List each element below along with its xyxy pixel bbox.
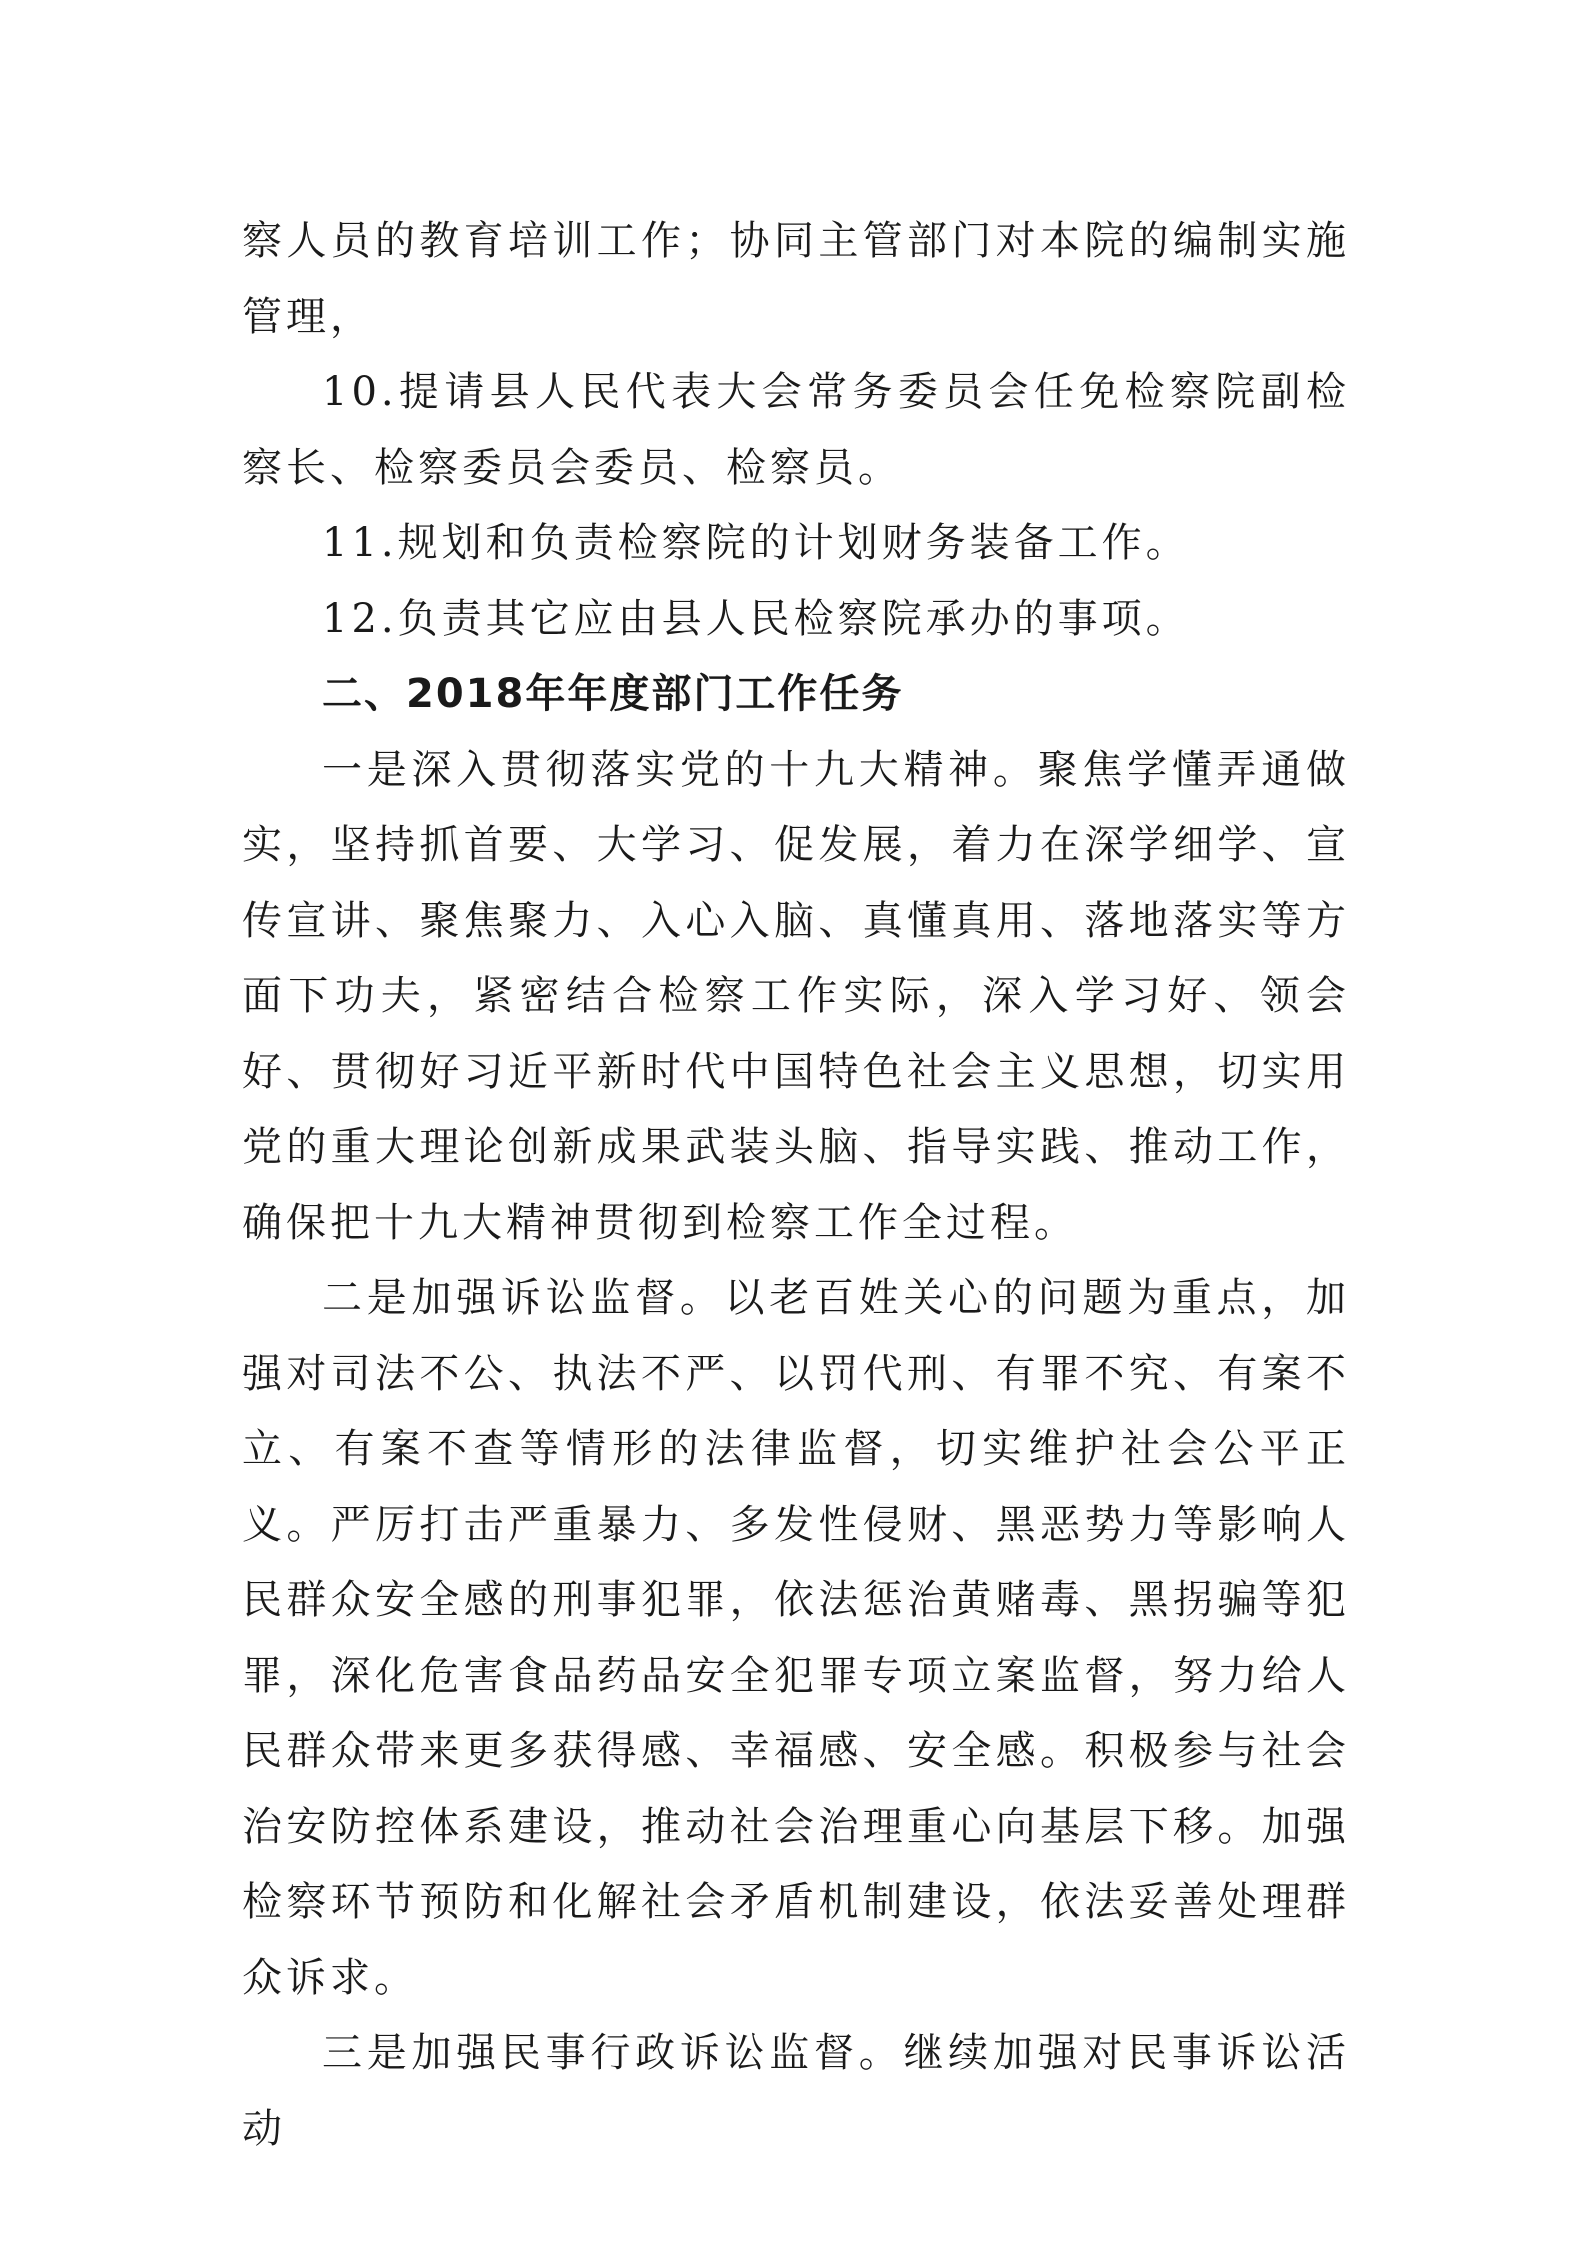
section-heading: 二、2018年年度部门工作任务 xyxy=(322,671,904,717)
paragraph-task-1: 一是深入贯彻落实党的十九大精神。聚焦学懂弄通做实，坚持抓首要、大学习、促发展，着力在深学细学、宣传宣讲、聚焦聚力、入心入脑、真懂真用、落地落实等方面下功夫，紧密结合检察工作实际，深入学习好、领会好、贯彻好习近平新时代中国特色社会主义思想，切实用党的重大理论创新成果武装头脑、指导实践、推动工作，确保把十九大精神贯彻到检察工作全过程。 xyxy=(242,746,1350,1246)
document-body xyxy=(242,204,1350,2167)
paragraph-continuation: 察人员的教育培训工作；协同主管部门对本院的编制实施管理， xyxy=(242,218,1350,340)
list-item-12: 12.负责其它应由县人民检察院承办的事项。 xyxy=(322,595,1190,642)
paragraph-task-3: 三是加强民事行政诉讼监督。继续加强对民事诉讼活动 xyxy=(242,2030,1350,2152)
paragraph-task-2: 二是加强诉讼监督。以老百姓关心的问题为重点，加强对司法不公、执法不严、以罚代刑、有罪不究、有案不立、有案不查等情形的法律监督，切实维护社会公平正义。严厉打击严重暴力、多发性侵财、黑恶势力等影响人民群众安全感的刑事犯罪，依法惩治黄赌毒、黑拐骗等犯罪，深化危害食品药品安全犯罪专项立案监督，努力给人民群众带来更多获得感、幸福感、安全感。积极参与社会治安防控体系建设，推动社会治理重心向基层下移。加强检察环节预防和化解社会矛盾机制建设，依法妥善处理群众诉求。 xyxy=(242,1275,1350,2001)
list-item-11: 11.规划和负责检察院的计划财务装备工作。 xyxy=(322,520,1190,566)
list-item-10: 10.提请县人民代表大会常务委员会任免检察院副检察长、检察委员会委员、检察员。 xyxy=(242,369,1350,491)
